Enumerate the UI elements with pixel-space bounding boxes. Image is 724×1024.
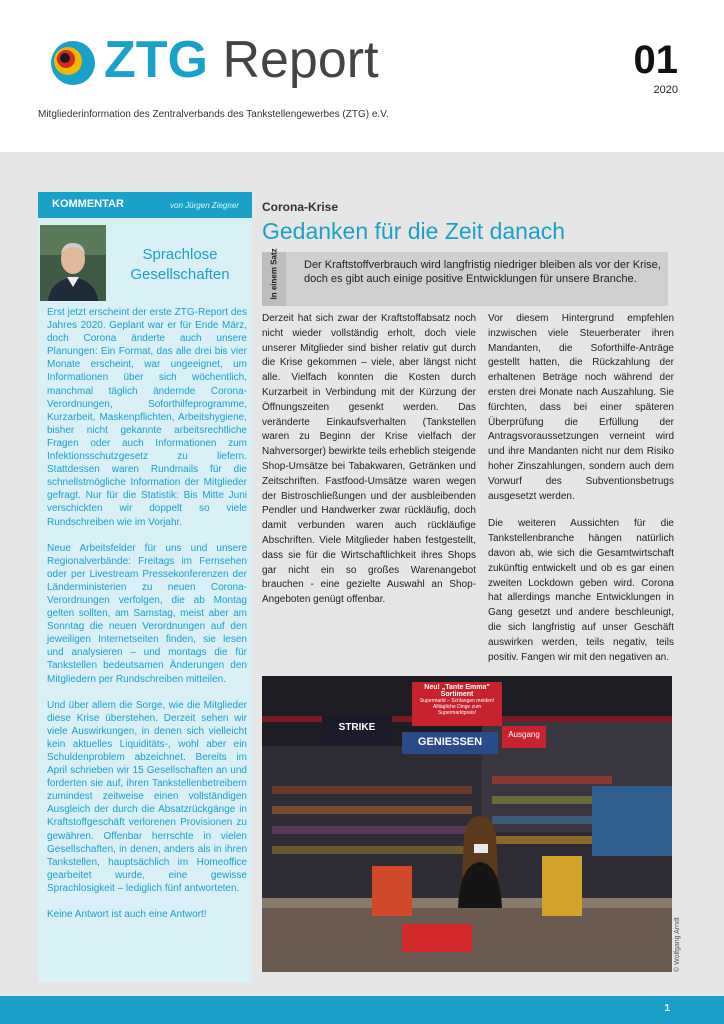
article-section: Corona-Krise	[262, 200, 339, 214]
article-paragraph: Die weiteren Aussichten für die Tankstellenbranche hängen natürlich davon ab, wie sich die Gesamtwirtschaft zukünftig entwickelt und ob es gar einen zweiten Lockdown geben wird. Corona hat allerdings manche Entwicklungen in Gang gesetzt und andere beschleunigt, die sich langfristig auf unser Geschäft auswirken werden, teils negativ, teils positiv. Fangen wir mit den negativen an.	[488, 518, 674, 663]
comment-paragraph: Neue Arbeitsfelder für uns und unsere Regionalverbände: Freitags im Fernsehen oder per Livestream Pressekonferenzen der Länderministerien zu neuen Corona-Verordnungen verfolgen, die ab Montag gelten sollten, am Samstag, meist aber am Sonntag die neuen Verordnungen auf den jeweiligen Internetseiten finden, sie lesen und analysieren – und montags die für Tankstellen bedeutsamen Änderungen den Mitgliedern per Rundschreiben mitteilen.	[47, 542, 247, 685]
author-portrait	[40, 225, 106, 301]
portrait-image	[40, 225, 106, 301]
summary-box	[262, 248, 668, 306]
summary-label-bar	[262, 248, 286, 306]
comment-headline	[112, 245, 248, 285]
shop-banner-strike: STRIKE	[338, 722, 376, 733]
comment-headline-line1: Sprachlose	[142, 246, 218, 263]
issue-year: 2020	[653, 84, 678, 96]
article-column-1	[262, 312, 476, 621]
shop-banner-geniessen: GENIESSEN	[417, 736, 483, 748]
brand-report: Report	[222, 31, 379, 89]
brand-title	[104, 30, 379, 90]
article-column-2	[488, 312, 674, 678]
masthead-subtitle: Mitgliederinformation des Zentralverbands des Tankstellengewerbes (ZTG) e.V.	[38, 109, 389, 120]
page-number: 1	[664, 1003, 670, 1014]
photo-credit: © Wolfgang Arndt	[674, 917, 681, 972]
comment-author: von Jürgen Ziegner	[170, 201, 239, 210]
article-paragraph: Vor diesem Hintergrund empfehlen inzwischen viele Steuerberater ihren Mandanten, die Soforthilfe-Anträge gestellt hatten, die Rückzahlung der erhaltenen Beträge noch während der ersten drei Monate nach Auszahlung. Sie fürchten, dass bei einer späteren Überprüfung die Erfüllung der Antragsvoraussetzungen verneint wird und ihre Mandanten nicht nur dem Risiko hoher Zinszahlungen, sondern auch dem Vorwurf des Subventionsbetrugs ausgesetzt werden.	[488, 313, 674, 502]
footer-bar	[0, 996, 724, 1024]
comment-body	[47, 306, 247, 934]
article-headline: Gedanken für die Zeit danach	[262, 218, 566, 244]
comment-label: KOMMENTAR	[52, 198, 124, 210]
shop-illustration	[262, 676, 672, 972]
comment-paragraph: Und über allem die Sorge, wie die Mitglieder diese Krise überstehen. Derzeit sehen wir viele Auswirkungen, in denen sich vielleicht kein aktuelles Liquiditäts-, wohl aber ein Schuldenproblem abzeichnet. Bereits im April schrieben wir 15 Gesellschaften an und forderten sie auf, ihren Tankstellenbetreibern zumindest zeitweise einen vollständigen Ausgleich der durch die Absatzrückgänge in Kraftstoffgeschäft verlorenen Provisionen zu gewähren. Offenbar herrschte in vielen Gesellschaften, in denen, anders als in ihren Tankstellen, hauptsächlich im Homeoffice gearbeitet wurde, eine gewisse Sprachlosigkeit – lediglich fünf antworteten.	[47, 699, 247, 894]
brand-ztg: ZTG	[104, 31, 208, 89]
comment-headline-line2: Gesellschaften	[130, 266, 230, 283]
shop-sign-new: Neu! „Tante Emma" Sortiment	[424, 684, 490, 698]
article-paragraph: Derzeit hat sich zwar der Kraftstoffabsatz noch nicht wieder vollständig erholt, doch viele unserer Mitglieder sind bisher relativ gut durch die Krise gekommen – viele, aber längst nicht alle. Vielfach konnten die Kosten durch Kurzarbeit in Verbindung mit der Kürzung der Öffnungszeiten gesenkt werden. Das veränderte Einkaufsverhalten (Tankstellen waren zu Beginn der Krise vielfach der Nahversorger) bewirkte teils erheblich steigende Shop-Umsätze bei Tabakwaren, Getränken und Zeitschriften. Fastfood-Umsätze waren wegen der Bistroschließungen und der ausbleibenden Pendler und Handwerker zwar rückläufig, doch damit verbunden waren auch rückläufige Abschriften. Viele Mitglieder haben festgestellt, dass sie für die Wirtschaftlichkeit ihres Shops gar nicht ein so großes Warenangebot brauchen - eine gezielte Auswahl an Shop-Angeboten genügt offenbar.	[262, 313, 476, 606]
issue-number: 01	[633, 38, 678, 82]
shop-sign-subtext: Supermarkt – Schlangen meiden! Alltägliche Dinge zum Supermarktpreis!	[419, 698, 495, 716]
summary-label: In einem Satz	[269, 248, 279, 300]
shop-sign-exit: Ausgang	[508, 730, 540, 739]
summary-text: Der Kraftstoffverbrauch wird langfristig niedriger bleiben als vor der Krise, doch es gibt auch einige positive Entwicklungen für unsere Branche.	[304, 259, 661, 285]
ztg-logo-icon	[50, 40, 96, 86]
comment-paragraph: Erst jetzt erscheint der erste ZTG-Report des Jahres 2020. Geplant war er für Ende März, doch Corona änderte auch unsere Planungen: Ein Format, das alle drei bis vier Monate erscheint, war ungeeignet, um Informationen über sich wöchentlich, manchmal täglich ändernde Corona-Verordnungen, Soforthilfeprogramme, Kurzarbeit, Maskenpflichten, Arbeitshygiene, bisher nicht gekannte arbeitsrechtliche Fragen oder auch Informationen zum Infektionsschutzgesetz zu liefern. Stattdessen waren Rundmails für die schnellstmögliche Information der Mitglieder gefragt. Nur für die Statistik: Bis Mitte Juni verschickten wir doppelt so viele Rundschreiben wie im Vorjahr.	[47, 307, 247, 528]
shop-photo	[262, 676, 672, 972]
comment-paragraph: Keine Antwort ist auch eine Antwort!	[47, 909, 207, 921]
